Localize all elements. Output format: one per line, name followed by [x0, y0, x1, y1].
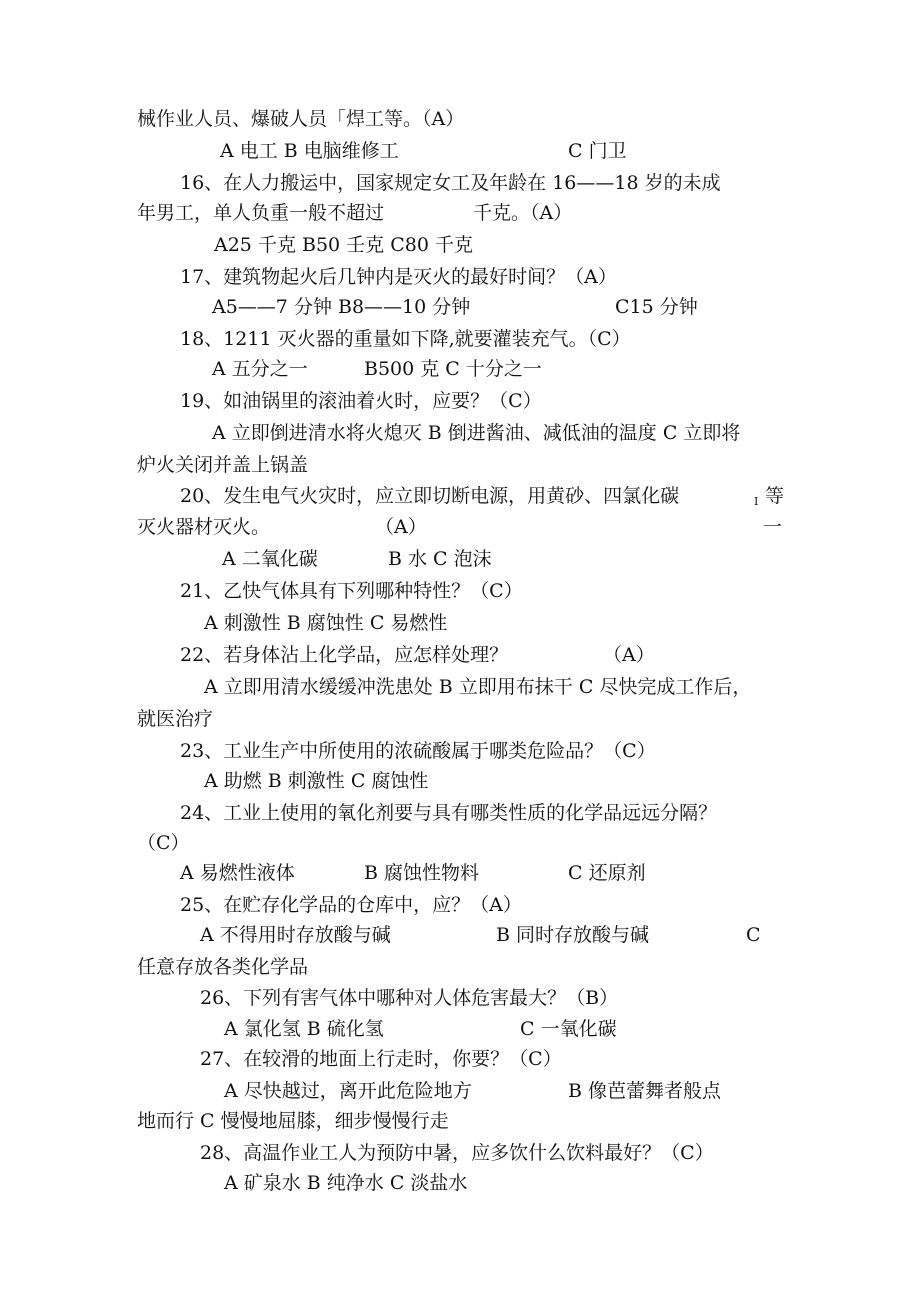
question-25: 25、在贮存化学品的仓库中，应？（A） [180, 894, 522, 916]
option-line: B 腐蚀性物料 [364, 862, 480, 884]
option-line: A 易燃性液体 [180, 862, 295, 884]
question-20: 20、发生电气火灾时，应立即切断电源，用黄砂、四氯化碳 [180, 485, 680, 507]
answer-mark: （C） [137, 832, 190, 854]
question-21: 21、乙快气体具有下列哪种特性？（C） [180, 580, 523, 602]
text-line: 地而行 C 慢慢地屈膝，细步慢慢行走 [137, 1110, 449, 1132]
option-line: A 立即倒进清水将火熄灭 B 倒进酱油、减低油的温度 C 立即将 [212, 422, 741, 444]
option-line: A 不得用时存放酸与碱 [200, 924, 391, 946]
answer-mark: （A） [375, 516, 427, 538]
option-line: A5——7 分钟 B8——10 分钟 [212, 296, 471, 318]
option-line: A 电工 B 电脑维修工 [220, 140, 399, 162]
option-line: C 门卫 [568, 140, 627, 162]
option-line: A 矿泉水 B 纯净水 C 淡盐水 [224, 1172, 468, 1194]
option-line: A 立即用清水缓缓冲洗患处 B 立即用布抹干 C 尽快完成工作后， [204, 676, 752, 698]
text-line: 等 [765, 485, 785, 507]
question-17: 17、建筑物起火后几钟内是灭火的最好时间？（A） [180, 266, 617, 288]
text-line: 千克。（A） [473, 202, 573, 224]
option-line: A 氯化氢 B 硫化氢 [224, 1018, 384, 1040]
text-line: 灭火器材灭火。 [137, 516, 271, 538]
option-line: A 刺激性 B 腐蚀性 C 易燃性 [204, 612, 448, 634]
question-22: 22、若身体沾上化学品，应怎样处理？ [180, 644, 509, 666]
option-line: A25 千克 B50 壬克 C80 千克 [214, 234, 473, 256]
option-line: B 同时存放酸与碱 [496, 924, 650, 946]
stray-mark: I [754, 495, 759, 508]
text-line: 任意存放各类化学品 [137, 956, 309, 978]
option-line: C 还原剂 [568, 862, 646, 884]
option-line: A 尽快越过，离开此危险地方 [224, 1080, 472, 1102]
question-19: 19、如油锅里的滚油着火时，应要？（C） [180, 390, 542, 412]
option-line: B 水 C 泡沫 [388, 548, 492, 570]
option-line: B500 克 C 十分之一 [364, 358, 542, 380]
option-line: A 助燃 B 刺激性 C 腐蚀性 [204, 770, 429, 792]
text-line: 械作业人员、爆破人员「焊工等。（A） [137, 108, 465, 130]
question-28: 28、高温作业工人为预防中暑，应多饮什么饮料最好？（C） [200, 1142, 714, 1164]
option-line: C 一氧化碳 [520, 1018, 617, 1040]
option-line: A 二氧化碳 [222, 548, 318, 570]
question-18: 18、1211 灭火器的重量如下降,就要灌装充气。（C） [180, 328, 631, 350]
text-line: 年男工，单人负重一般不超过 [137, 202, 385, 224]
option-line: C15 分钟 [615, 296, 698, 318]
option-line: C [746, 924, 761, 946]
question-26: 26、下列有害气体中哪种对人体危害最大？（B） [200, 987, 619, 1009]
question-23: 23、工业生产中所使用的浓硫酸属于哪类危险品？（C） [180, 740, 656, 762]
question-27: 27、在较滑的地面上行走时，你要？（C） [200, 1048, 562, 1070]
text-line: 就医治疗 [137, 708, 214, 730]
question-16: 16、在人力搬运中，国家规定女工及年龄在 16——18 岁的未成 [180, 172, 721, 194]
option-line: B 像芭蕾舞者般点 [568, 1080, 722, 1102]
answer-mark: （A） [603, 644, 655, 666]
question-24: 24、工业上使用的氧化剂要与具有哪类性质的化学品远远分隔？ [180, 802, 718, 824]
stray-mark: 一 [763, 516, 783, 538]
option-line: A 五分之一 [212, 358, 308, 380]
text-line: 炉火关闭并盖上锅盖 [137, 454, 309, 476]
